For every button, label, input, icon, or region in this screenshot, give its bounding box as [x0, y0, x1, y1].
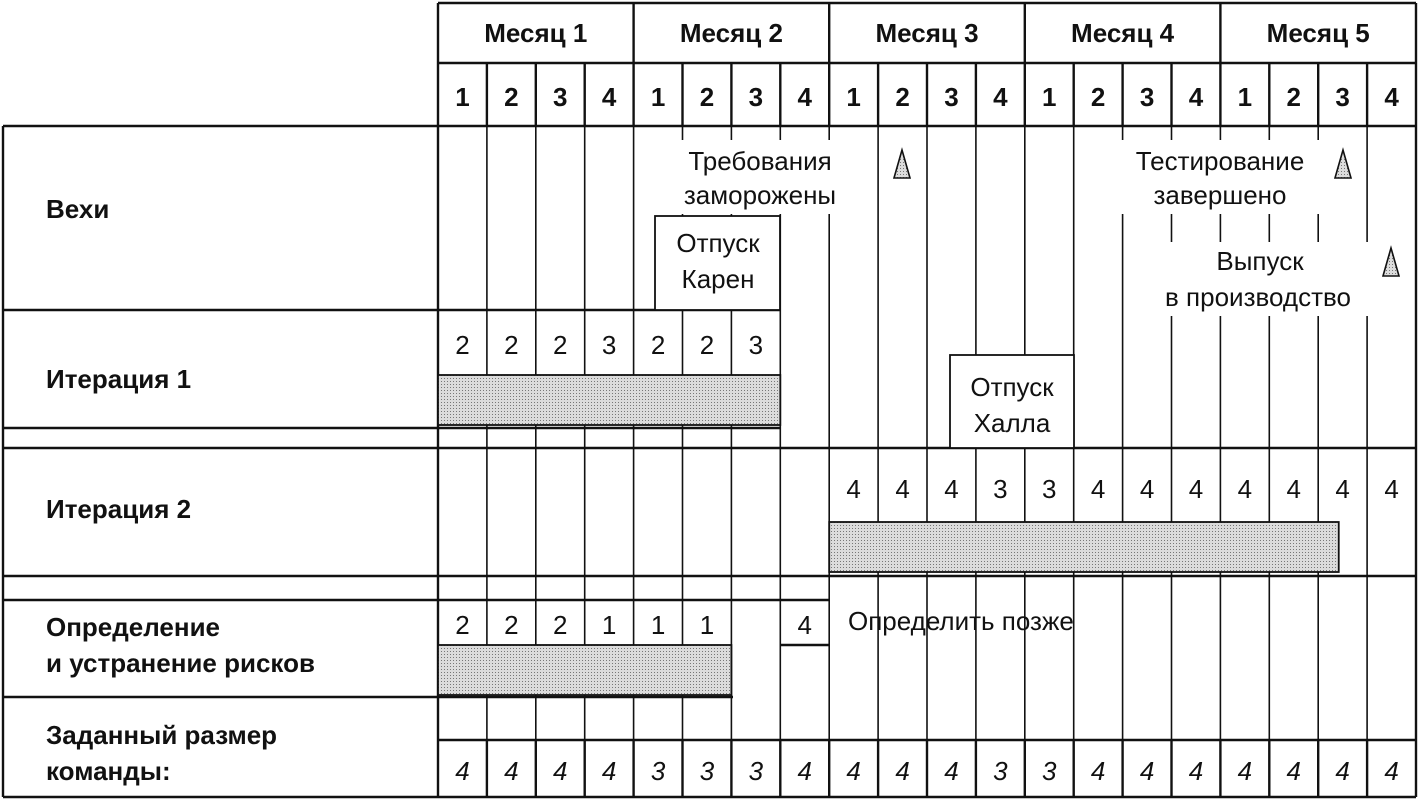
week-number-label: 3	[944, 82, 959, 112]
week-number-label: 2	[699, 82, 715, 112]
team-size-value: 4	[1090, 756, 1106, 786]
week-number-label: 1	[650, 82, 666, 112]
team-size-value: 3	[748, 756, 764, 786]
week-number-label: 1	[455, 82, 470, 112]
iteration-1-staff-value: 2	[504, 330, 519, 360]
milestone-marker	[1335, 150, 1351, 178]
iteration-1-staff-value: 2	[699, 330, 715, 360]
week-number-label: 2	[504, 82, 519, 112]
vacation-karen-line-1: Отпуск	[676, 228, 760, 258]
week-number-label: 4	[1384, 82, 1399, 112]
team-size-value: 4	[895, 756, 910, 786]
iteration-2-staff-value: 4	[846, 474, 861, 504]
team-size-value: 4	[504, 756, 519, 786]
iteration-2-staff-value: 4	[1335, 474, 1350, 504]
team-size-value: 4	[1335, 756, 1350, 786]
month-header: Месяц 1	[484, 18, 588, 48]
iteration-1-bar	[438, 375, 780, 425]
iteration-2-staff-value: 4	[1384, 474, 1399, 504]
iteration-1-staff-value: 2	[455, 330, 470, 360]
risks-bar	[438, 645, 731, 695]
iteration-2-staff-value: 4	[1139, 474, 1155, 504]
row-label-risks-line-2: и устранение рисков	[46, 648, 315, 678]
team-size-value: 4	[1237, 756, 1253, 786]
month-header: Месяц 5	[1266, 18, 1370, 48]
team-size-value: 4	[1188, 756, 1204, 786]
team-size-value: 4	[1139, 756, 1155, 786]
vacation-hall-line-2: Халла	[973, 408, 1051, 438]
team-size-value: 4	[553, 756, 568, 786]
milestone-marker	[894, 150, 910, 178]
iteration-2-bar	[829, 522, 1339, 572]
iteration-2-staff-value: 4	[1286, 474, 1301, 504]
row-label-milestones: Вехи	[46, 194, 110, 224]
iteration-2-staff-value: 4	[1237, 474, 1253, 504]
milestone-requirements-line-2: заморожены	[683, 180, 837, 210]
iteration-2-staff-value: 3	[1042, 474, 1057, 504]
team-size-value: 3	[650, 756, 666, 786]
milestone-requirements-line-1: Требования	[688, 146, 832, 176]
week-number-label: 1	[846, 82, 861, 112]
milestone-release-line-1: Выпуск	[1216, 246, 1304, 276]
risks-week-8-value: 4	[797, 610, 812, 640]
team-size-value: 4	[1286, 756, 1301, 786]
milestone-testing-line-2: завершено	[1153, 180, 1287, 210]
week-number-label: 1	[1237, 82, 1253, 112]
risks-later-label: Определить позже	[848, 606, 1074, 636]
risks-staff-value: 1	[601, 610, 617, 640]
milestone-release-line-2: в производство	[1165, 282, 1351, 312]
team-size-value: 4	[455, 756, 470, 786]
iteration-2-staff-value: 4	[1090, 474, 1106, 504]
week-number-label: 4	[797, 82, 812, 112]
row-label-iteration-2: Итерация 2	[46, 494, 192, 524]
team-size-value: 4	[1384, 756, 1399, 786]
risks-staff-value: 1	[699, 610, 715, 640]
month-header: Месяц 2	[679, 18, 783, 48]
iteration-2-staff-value: 4	[944, 474, 959, 504]
iteration-2-staff-value: 4	[1188, 474, 1204, 504]
risks-staff-value: 1	[650, 610, 666, 640]
risks-staff-value: 2	[504, 610, 519, 640]
week-number-label: 4	[993, 82, 1008, 112]
week-number-label: 3	[1335, 82, 1350, 112]
week-number-label: 4	[601, 82, 617, 112]
vacation-hall-line-1: Отпуск	[970, 372, 1054, 402]
milestone-testing-line-1: Тестирование	[1135, 146, 1305, 176]
team-size-value: 4	[944, 756, 959, 786]
week-number-label: 2	[895, 82, 910, 112]
week-number-label: 3	[1139, 82, 1155, 112]
risks-staff-value: 2	[553, 610, 568, 640]
team-size-value: 4	[797, 756, 812, 786]
risks-staff-value: 2	[455, 610, 470, 640]
iteration-1-staff-value: 3	[748, 330, 764, 360]
team-size-value: 4	[601, 756, 617, 786]
month-header: Месяц 3	[875, 18, 979, 48]
week-number-label: 2	[1286, 82, 1301, 112]
row-label-risks-line-1: Определение	[46, 612, 221, 642]
iteration-1-staff-value: 3	[601, 330, 617, 360]
team-size-value: 3	[993, 756, 1008, 786]
team-size-value: 3	[699, 756, 715, 786]
week-number-label: 1	[1042, 82, 1057, 112]
week-number-label: 4	[1188, 82, 1204, 112]
row-label-team-line-2: команды:	[46, 756, 171, 786]
iteration-1-staff-value: 2	[650, 330, 666, 360]
week-number-label: 2	[1090, 82, 1106, 112]
team-size-value: 4	[846, 756, 861, 786]
task-bars	[438, 375, 1339, 695]
week-number-label: 3	[748, 82, 764, 112]
team-size-value: 3	[1042, 756, 1057, 786]
iteration-2-staff-value: 4	[895, 474, 910, 504]
month-header: Месяц 4	[1071, 18, 1175, 48]
row-label-iteration-1: Итерация 1	[46, 364, 192, 394]
row-label-team-line-1: Заданный размер	[46, 720, 278, 750]
iteration-2-staff-value: 3	[993, 474, 1008, 504]
iteration-1-staff-value: 2	[553, 330, 568, 360]
milestone-marker	[1383, 248, 1399, 276]
vacation-karen-line-2: Карен	[681, 264, 755, 294]
week-number-label: 3	[553, 82, 568, 112]
